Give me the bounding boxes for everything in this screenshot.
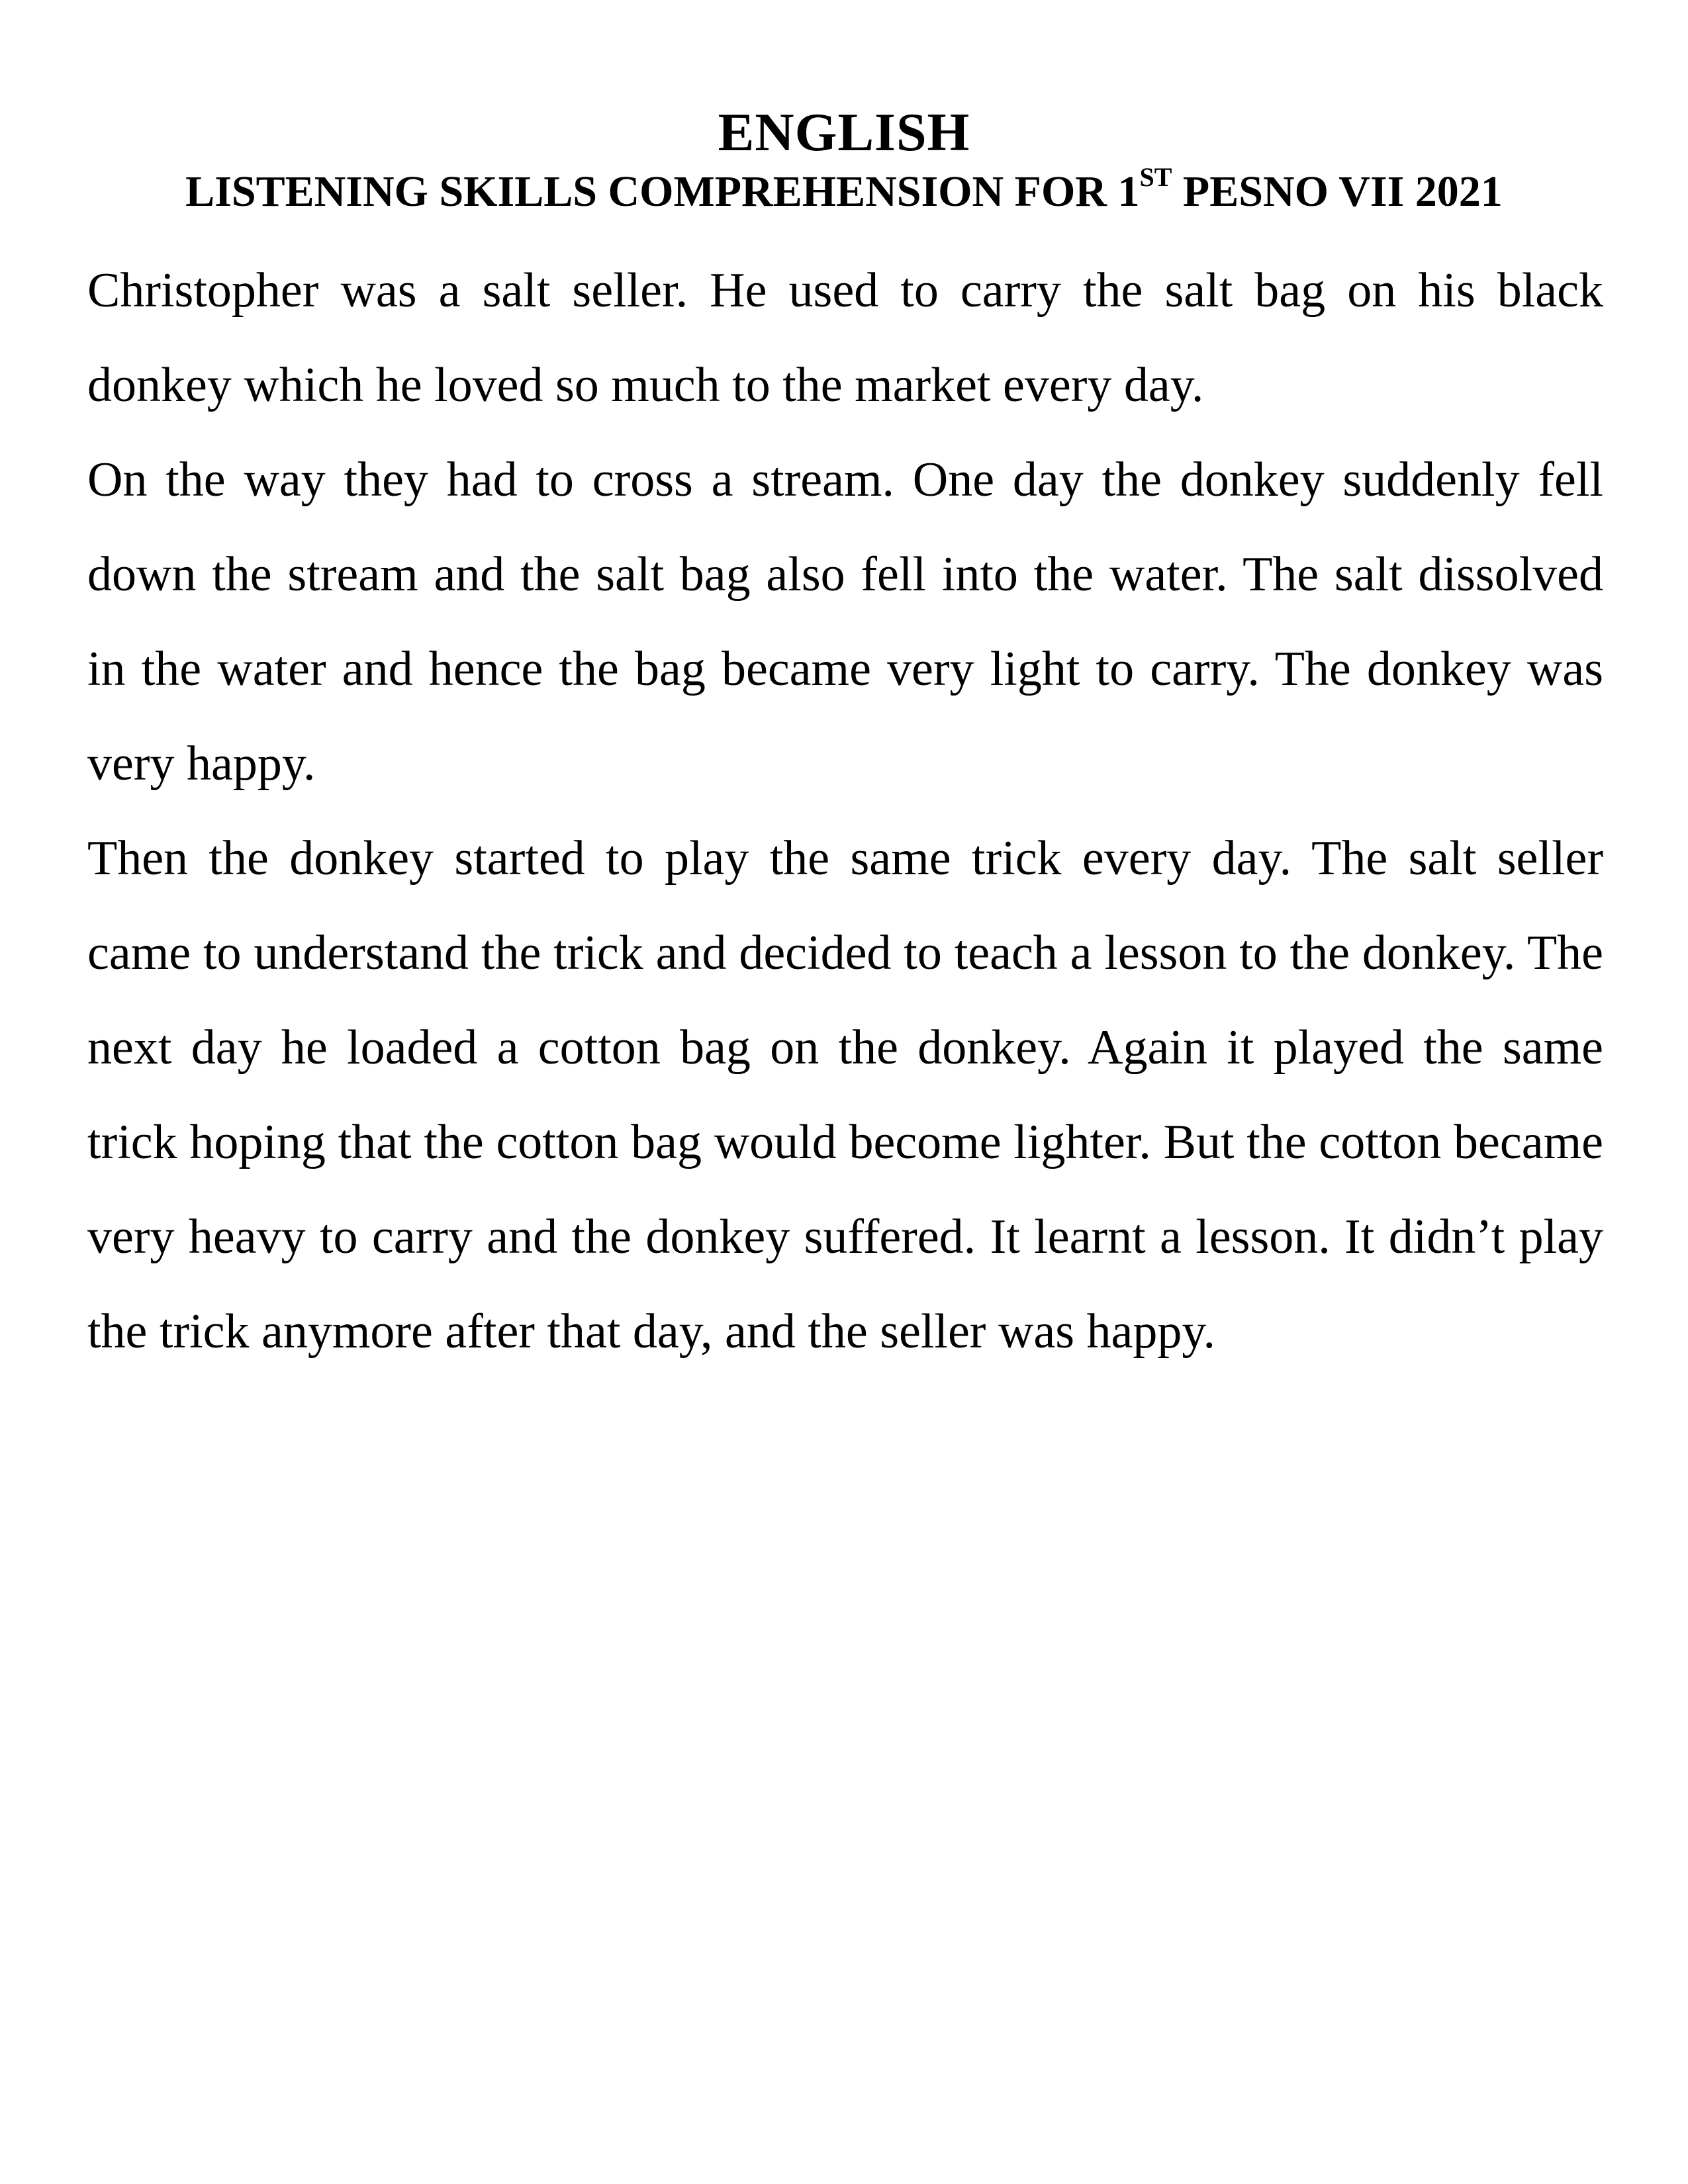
document-title [0, 159, 1688, 225]
title-text: LISTENING SKILLS COMPREHENSION FOR 1 [185, 167, 1140, 216]
subject-heading: ENGLISH [718, 102, 970, 162]
paragraph-3: Then the donkey started to play the same trick every day. The salt seller came to understand the trick and decided to teach a lesson to the donkey. The next day he loaded a cotton bag on the donkey. Again it played the same trick hoping that the cotton bag would become lighter. But the cotton became very heavy to carry and the donkey suffered. It learnt a lesson. It didn’t play the trick anymore after that day, and the seller was happy. [87, 831, 1603, 1359]
title-text-end: PESNO VII 2021 [1172, 167, 1503, 216]
passage [87, 244, 1603, 1379]
paragraph-2: On the way they had to cross a stream. One day the donkey suddenly fell down the stream and the salt bag also fell into the water. The salt dissolved in the water and hence the bag became very light to carry. The donkey was very happy. [87, 453, 1603, 791]
paragraph-1: Christopher was a salt seller. He used to carry the salt bag on his black donkey which he loved so much to the market every day. [87, 263, 1603, 412]
title-superscript: ST [1139, 162, 1172, 192]
